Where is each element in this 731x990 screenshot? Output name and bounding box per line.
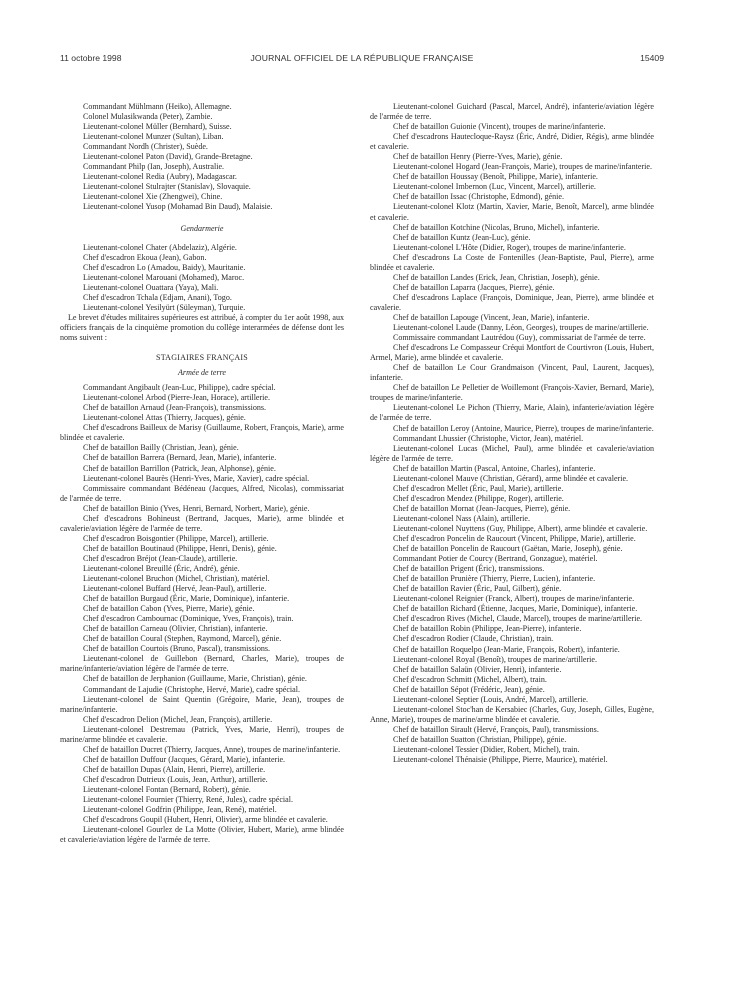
- list-item: Chef d'escadrons Hautecloque-Raysz (Éric, André, Didier, Régis), arme blindée et cavalerie.: [370, 132, 654, 152]
- french-officers-list-continued: [370, 102, 654, 765]
- list-item: Chef de bataillon Arnaud (Jean-François), transmissions.: [83, 403, 267, 413]
- list-item: Chef de bataillon Leroy (Antoine, Maurice, Pierre), troupes de marine/infanterie.: [393, 423, 654, 433]
- journal-title: JOURNAL OFFICIEL DE LA RÉPUBLIQUE FRANÇAISE: [250, 53, 474, 63]
- list-item: Commandant Philp (Ian, Joseph), Australie.: [83, 162, 225, 172]
- list-item: Chef d'escadrons Bohineust (Bertrand, Jacques, Marie), arme blindée et cavalerie/aviation légère de l'armée de terre.: [60, 513, 344, 533]
- list-item: Lieutenant-colonel Laude (Danny, Léon, Georges), troupes de marine/artillerie.: [393, 323, 649, 333]
- list-item: Commandant Mühlmann (Heiko), Allemagne.: [83, 102, 232, 111]
- page-number: 15409: [640, 53, 664, 63]
- list-item: Lieutenant-colonel Thénaisie (Philippe, Pierre, Maurice), matériel.: [393, 755, 608, 765]
- list-item: Chef de bataillon Salaün (Olivier, Henri), infanterie.: [393, 664, 562, 674]
- list-item: Chef d'escadron Boisgontier (Philippe, Marcel), artillerie.: [83, 533, 269, 543]
- list-item: Chef de bataillon Burgaud (Éric, Marie, Dominique), infanterie.: [83, 594, 290, 604]
- list-item: Lieutenant-colonel Mauve (Christian, Gérard), arme blindée et cavalerie.: [393, 473, 629, 483]
- gendarmerie-list: [60, 243, 344, 313]
- list-item: Chef d'escadron Mellet (Éric, Paul, Marie), artillerie.: [393, 483, 564, 493]
- list-item: Lieutenant-colonel Hogard (Jean-François, Marie), troupes de marine/infanterie.: [393, 162, 652, 172]
- list-item: Chef d'escadron Schmitt (Michel, Albert), train.: [393, 674, 547, 684]
- list-item: Chef de bataillon Henry (Pierre-Yves, Marie), génie.: [393, 152, 563, 162]
- list-item: Chef de bataillon Cabon (Yves, Pierre, Marie), génie.: [83, 604, 255, 614]
- list-item: Lieutenant-colonel Klotz (Martin, Xavier, Marie, Benoît, Marcel), arme blindée et cavalerie.: [370, 202, 654, 222]
- heading-gendarmerie: Gendarmerie: [180, 223, 224, 233]
- list-item: Lieutenant-colonel Imbernon (Luc, Vincent, Marcel), artillerie.: [393, 182, 596, 192]
- list-item: Chef de bataillon Robin (Philippe, Jean-Pierre), infanterie.: [393, 624, 582, 634]
- list-item: Lieutenant-colonel Xie (Zhengwei), Chine.: [83, 192, 223, 202]
- list-item: Commissaire commandant Bédéneau (Jacques, Alfred, Nicolas), commissariat de l'armée de terre.: [60, 483, 344, 503]
- list-item: Commandant Potier de Courcy (Bertrand, Gonzague), matériel.: [393, 554, 598, 564]
- list-item: Chef de bataillon Binio (Yves, Henri, Bernard, Norbert, Marie), génie.: [83, 503, 310, 513]
- list-item: Chef de bataillon Richard (Étienne, Jacques, Marie, Dominique), infanterie.: [393, 604, 638, 614]
- list-item: Chef d'escadrons Le Compasseur Créqui Montfort de Courtivron (Louis, Hubert, Armel, Marie), arme blindée et cavalerie.: [370, 343, 654, 363]
- list-item: Chef de bataillon Kotchine (Nicolas, Bruno, Michel), infanterie.: [393, 222, 600, 232]
- list-item: Chef d'escadron Rodier (Claude, Christian), train.: [393, 634, 554, 644]
- list-item: Lieutenant-colonel Arbod (Pierre-Jean, Horace), artillerie.: [83, 393, 271, 403]
- list-item: Chef de bataillon Kuntz (Jean-Luc), génie.: [393, 232, 531, 242]
- list-item: Chef de bataillon Laparra (Jacques, Pierre), génie.: [393, 282, 555, 292]
- list-item: Lieutenant-colonel Paton (David), Grande-Bretagne.: [83, 152, 253, 162]
- foreign-officers-list: [60, 102, 344, 213]
- list-item: Chef de bataillon Suatton (Christian, Philippe), génie.: [393, 734, 567, 744]
- list-item: Lieutenant-colonel Munzer (Sultan), Liban.: [83, 132, 224, 142]
- list-item: Chef d'escadrons Bailleux de Marisy (Guillaume, Robert, François, Marie), arme blindée et cavalerie.: [60, 423, 344, 443]
- list-item: Lieutenant-colonel Lucas (Michel, Paul), arme blindée et cavalerie/aviation légère de l'armée de terre.: [370, 443, 654, 463]
- list-item: Chef de bataillon Lapouge (Vincent, Jean, Marie), infanterie.: [393, 312, 590, 322]
- list-item: Lieutenant-colonel Bruchon (Michel, Christian), matériel.: [83, 574, 270, 584]
- list-item: Lieutenant-colonel Fontan (Bernard, Robert), génie.: [83, 785, 251, 794]
- list-item: Lieutenant-colonel Yusop (Mohamad Bin Daud), Malaisie.: [83, 202, 273, 212]
- list-item: Lieutenant-colonel Stulrajter (Stanislav), Slovaquie.: [83, 182, 251, 192]
- list-item: Chef de bataillon Prunière (Thierry, Pierre, Lucien), infanterie.: [393, 574, 596, 584]
- list-item: Chef de bataillon Le Pelletier de Woillemont (François-Xavier, Bernard, Marie), troupes de marine/infanterie.: [370, 383, 654, 403]
- list-item: Lieutenant-colonel Le Pichon (Thierry, Marie, Alain), infanterie/aviation légère de l'armée de terre.: [370, 403, 654, 423]
- list-item: Lieutenant-colonel Reignier (Franck, Albert), troupes de marine/infanterie.: [393, 594, 635, 604]
- list-item: Chef de bataillon Sirault (Hervé, François, Paul), transmissions.: [393, 724, 599, 734]
- list-item: Chef de bataillon Sépot (Frédéric, Jean), génie.: [393, 684, 545, 694]
- list-item: Chef d'escadron Ekoua (Jean), Gabon.: [83, 252, 207, 262]
- list-item: Chef d'escadron Rives (Michel, Claude, Marcel), troupes de marine/artillerie.: [393, 614, 643, 624]
- list-item: Lieutenant-colonel Tessier (Didier, Robert, Michel), train.: [393, 745, 580, 754]
- list-item: Lieutenant-colonel L'Hôte (Didier, Roger), troupes de marine/infanterie.: [393, 242, 626, 252]
- list-item: Chef de bataillon Mornat (Jean-Jacques, Pierre), génie.: [393, 503, 571, 513]
- list-item: Lieutenant-colonel Septier (Louis, André, Marcel), artillerie.: [393, 694, 589, 704]
- list-item: Lieutenant-colonel Destremau (Patrick, Yves, Marie, Henri), troupes de marine/arme blindée et cavalerie.: [60, 724, 344, 744]
- list-item: Chef de bataillon Prigent (Éric), transmissions.: [393, 564, 545, 574]
- heading-stagiaires: STAGIAIRES FRANÇAIS: [156, 353, 248, 363]
- list-item: Chef de bataillon Courtois (Bruno, Pascal), transmissions.: [83, 644, 271, 654]
- list-item: Chef d'escadron Delion (Michel, Jean, François), artillerie.: [83, 714, 273, 724]
- list-item: Chef de bataillon Houssay (Benoît, Philippe, Marie), infanterie.: [393, 172, 598, 182]
- list-item: Lieutenant-colonel Chater (Abdelaziz), Algérie.: [83, 242, 237, 252]
- heading-armee-de-terre: Armée de terre: [178, 368, 226, 378]
- list-item: Chef de bataillon Roquelpo (Jean-Marie, François, Robert), infanterie.: [393, 644, 620, 654]
- list-item: Lieutenant-colonel Ouattara (Yaya), Mali.: [83, 282, 219, 292]
- right-column: [370, 102, 654, 765]
- list-item: Lieutenant-colonel de Guillebon (Bernard, Charles, Marie), troupes de marine/infanterie/aviation légère de l'armée de terre.: [60, 654, 344, 674]
- list-item: Chef de bataillon Barrillon (Patrick, Jean, Alphonse), génie.: [83, 463, 276, 473]
- page-header: [60, 53, 664, 67]
- list-item: Chef d'escadron Tchala (Edjam, Anani), Togo.: [83, 292, 232, 302]
- award-paragraph: Le brevet d'études militaires supérieures est attribué, à compter du 1er août 1998, aux officiers français de la cinquième promotion du collège interarmées de défense dont les noms suivent :: [60, 312, 344, 342]
- list-item: Commandant Angibault (Jean-Luc, Philippe), cadre spécial.: [83, 383, 276, 393]
- list-item: Chef de bataillon Coural (Stephen, Raymond, Marcel), génie.: [83, 634, 282, 644]
- list-item: Commissaire commandant Lautrédou (Guy), commissariat de l'armée de terre.: [393, 333, 646, 343]
- list-item: Lieutenant-colonel Attas (Thierry, Jacques), génie.: [83, 413, 246, 423]
- list-item: Lieutenant-colonel Redia (Aubry), Madagascar.: [83, 172, 237, 182]
- list-item: Chef de bataillon Le Cour Grandmaison (Vincent, Paul, Laurent, Jacques), infanterie.: [370, 363, 654, 383]
- list-item: Chef d'escadrons La Coste de Fontenilles (Jean-Baptiste, Paul, Pierre), arme blindée et cavalerie.: [370, 252, 654, 272]
- list-item: Lieutenant-colonel Fournier (Thierry, René, Jules), cadre spécial.: [83, 795, 293, 805]
- list-item: Chef d'escadron Lo (Amadou, Baidy), Mauritanie.: [83, 262, 246, 272]
- list-item: Chef de bataillon Martin (Pascal, Antoine, Charles), infanterie.: [393, 463, 596, 473]
- list-item: Lieutenant-colonel Nass (Alain), artillerie.: [393, 513, 530, 523]
- list-item: Chef d'escadron Dutrieux (Louis, Jean, Arthur), artillerie.: [83, 774, 268, 784]
- left-column: [60, 102, 344, 845]
- list-item: Chef de bataillon Boutinaud (Philippe, Henri, Denis), génie.: [83, 543, 277, 553]
- list-item: Chef d'escadron Mendez (Philippe, Roger), artillerie.: [393, 493, 564, 503]
- list-item: Colonel Mulasikwanda (Peter), Zambie.: [83, 112, 213, 122]
- list-item: Chef d'escadrons Goupil (Hubert, Henri, Olivier), arme blindée et cavalerie.: [83, 815, 328, 825]
- list-item: Chef de bataillon Poncelin de Raucourt (Gaëtan, Marie, Joseph), génie.: [393, 544, 623, 554]
- list-item: Chef d'escadron Bréjot (Jean-Claude), artillerie.: [83, 553, 238, 563]
- list-item: Chef de bataillon Barrera (Bernard, Jean, Marie), infanterie.: [83, 453, 277, 463]
- list-item: Chef de bataillon Ducret (Thierry, Jacques, Anne), troupes de marine/infanterie.: [83, 744, 341, 754]
- list-item: Chef de bataillon Duffour (Jacques, Gérard, Marie), infanterie.: [83, 754, 286, 764]
- list-item: Commandant Lhussier (Christophe, Victor, Jean), matériel.: [393, 433, 584, 443]
- list-item: Chef de bataillon Bailly (Christian, Jean), génie.: [83, 443, 239, 453]
- list-item: Lieutenant-colonel Marouani (Mohamed), Maroc.: [83, 272, 245, 282]
- list-item: Chef de bataillon Ravier (Éric, Paul, Gilbert), génie.: [393, 584, 562, 594]
- list-item: Commandant Nordh (Christer), Suède.: [83, 142, 208, 152]
- list-item: Lieutenant-colonel Guichard (Pascal, Marcel, André), infanterie/aviation légère de l'armée de terre.: [370, 102, 654, 122]
- list-item: Lieutenant-colonel Stoc'han de Kersabiec (Charles, Guy, Joseph, Gilles, Eugène, Anne, Marie), troupes de marine/arme blindée et cavalerie.: [370, 704, 654, 724]
- list-item: Lieutenant-colonel Müller (Bernhard), Suisse.: [83, 122, 232, 132]
- list-item: Lieutenant-colonel Godfrin (Philippe, Jean, René), matériel.: [83, 805, 277, 815]
- list-item: Lieutenant-colonel Yesilyürt (Süleyman), Turquie.: [83, 302, 246, 312]
- list-item: Lieutenant-colonel Nuyttens (Guy, Philippe, Albert), arme blindée et cavalerie.: [393, 523, 648, 533]
- issue-date: 11 octobre 1998: [60, 53, 122, 63]
- list-item: Chef d'escadrons Laplace (François, Dominique, Jean, Pierre), arme blindée et cavalerie.: [370, 292, 654, 312]
- list-item: Lieutenant-colonel Buffard (Hervé, Jean-Paul), artillerie.: [83, 584, 267, 594]
- list-item: Commandant de Lajudie (Christophe, Hervé, Marie), cadre spécial.: [83, 684, 300, 694]
- list-item: Chef de bataillon Guionie (Vincent), troupes de marine/infanterie.: [393, 122, 606, 132]
- list-item: Chef d'escadron Poncelin de Raucourt (Vincent, Philippe, Marie), artillerie.: [393, 534, 636, 544]
- list-item: Chef de bataillon Landes (Erick, Jean, Christian, Joseph), génie.: [393, 272, 600, 282]
- list-item: Lieutenant-colonel de Saint Quentin (Grégoire, Marie, Jean), troupes de marine/infanterie.: [60, 694, 344, 714]
- list-item: Lieutenant-colonel Gourlez de La Motte (Olivier, Hubert, Marie), arme blindée et cavalerie/aviation légère de l'armée de terre.: [60, 825, 344, 845]
- french-officers-list: [60, 383, 344, 845]
- list-item: Chef de bataillon Dupas (Alain, Henri, Pierre), artillerie.: [83, 764, 266, 774]
- list-item: Lieutenant-colonel Baurès (Henri-Yves, Marie, Xavier), cadre spécial.: [83, 473, 310, 483]
- list-item: Chef de bataillon Carneau (Olivier, Christian), infanterie.: [83, 624, 268, 634]
- list-item: Lieutenant-colonel Royal (Benoît), troupes de marine/artillerie.: [393, 654, 598, 664]
- list-item: Lieutenant-colonel Breuillé (Éric, André), génie.: [83, 563, 240, 573]
- list-item: Chef de bataillon Issac (Christophe, Edmond), génie.: [393, 192, 564, 202]
- list-item: Chef de bataillon de Jerphanion (Guillaume, Marie, Christian), génie.: [83, 674, 307, 684]
- list-item: Chef d'escadron Cambournac (Dominique, Yves, François), train.: [83, 614, 294, 624]
